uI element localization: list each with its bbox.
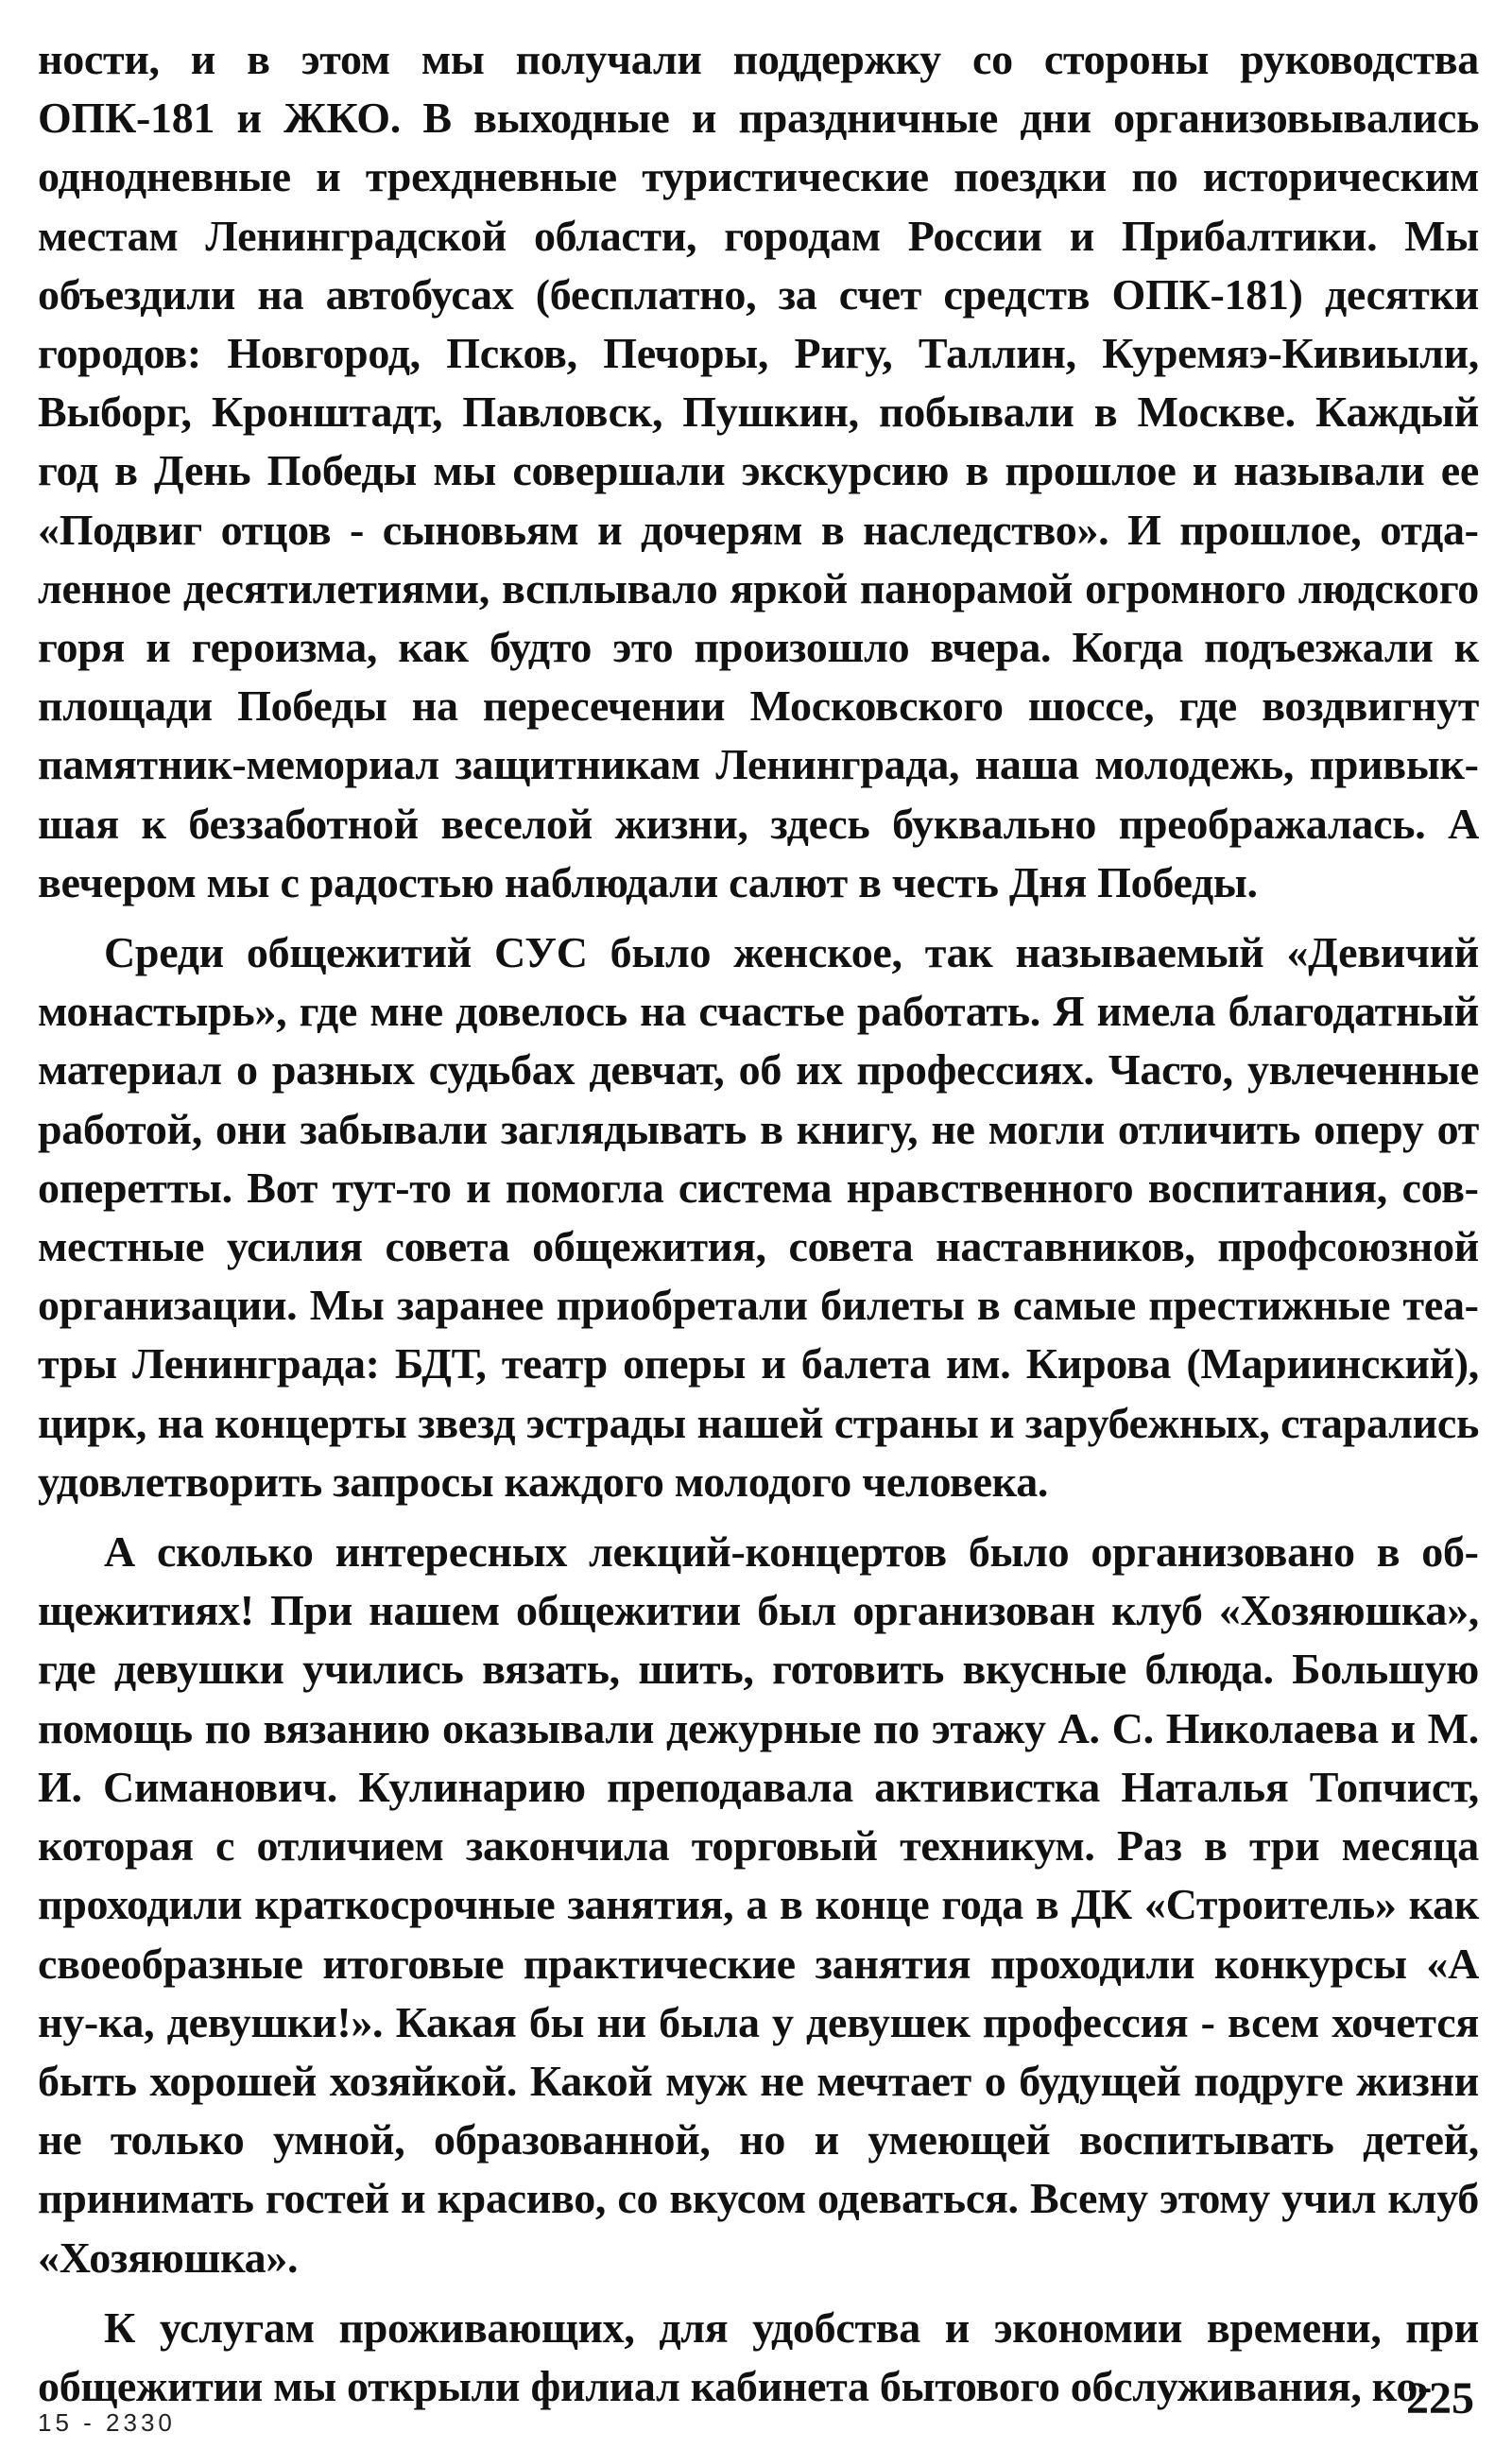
paragraph-3: А сколько интересных лекций-концертов было организовано в общежитиях! При нашем общежитии был организован клуб «Хозяюшка», где девушки учились вязать, шить, готовить вкусные блюда. Большую помощь по вязанию оказывали дежурные по этажу А. С. Николаева и М. И. Симанович. Кулинарию преподавала активистка Наталья Топчист, которая с отличием закончила торговый техникум. Раз в три месяца проходили краткосрочные занятия, а в конце года в ДК «Строитель» как своеобразные итоговые практические занятия проходили конкурсы «А ну-ка, девушки!». Какая бы ни была у девушек профессия - всем хочется быть хорошей хозяйкой. Какой муж не мечтает о будущей подруге жизни не только умной, образованной, но и умеющей воспитывать детей, принимать гостей и красиво, со вкусом одеваться. Всему этому учил клуб «Хозяюшка». xyxy=(38,1527,1479,2282)
printer-signature-mark: 15 - 2330 xyxy=(38,2408,176,2437)
paragraph-1: ности, и в этом мы получали поддержку со стороны руководства ОПК-181 и ЖКО. В выходные и праздничные дни организовывались однодневные и трехдневные туристические поездки по историческим местам Ленинградской области, городам России и Прибалтики. Мы объездили на автобусах (бесплатно, за счет средств ОПК-181) десятки городов: Новгород, Псков, Печоры, Ригу, Таллин, Куремяэ-Кивиыли, Выборг, Кронштадт, Павловск, Пушкин, побывали в Москве. Каждый год в День Победы мы совершали экскурсию в прошлое и называли ее «Подвиг отцов - сыновьям и дочерям в наследство». И прошлое, отдаленное десятилетиями, всплывало яркой панорамой огромного людского горя и героизма, как будто это произошло вчера. Когда подъезжали к площади Победы на пересечении Московского шоссе, где воздвигнут памятник-мемориал защитникам Ленинграда, наша молодежь, привыкшая к беззаботной веселой жизни, здесь буквально преображалась. А вечером мы с радостью наблюдали салют в честь Дня Победы. xyxy=(38,35,1479,906)
body-text xyxy=(38,30,1479,2416)
paragraph-2: Среди общежитий СУС было женское, так называемый «Девичий монастырь», где мне довелось на счастье работать. Я имела благодатный материал о разных судьбах девчат, об их профессиях. Часто, увлеченные работой, они забывали заглядывать в книгу, не могли отличить оперу от оперетты. Вот тут-то и помогла система нравственного воспитания, совместные усилия совета общежития, совета наставников, профсоюзной организации. Мы заранее приобретали билеты в самые престижные театры Ленинграда: БДТ, театр оперы и балета им. Кирова (Мариинский), цирк, на концерты звезд эстрады нашей страны и зарубежных, старались удовлетворить запросы каждого молодого человека. xyxy=(38,928,1479,1506)
paragraph-4: К услугам проживающих, для удобства и экономии времени, при общежитии мы открыли филиал кабинета бытового обслуживания, ко- xyxy=(38,2302,1479,2410)
page-number: 225 xyxy=(1406,2373,1474,2423)
